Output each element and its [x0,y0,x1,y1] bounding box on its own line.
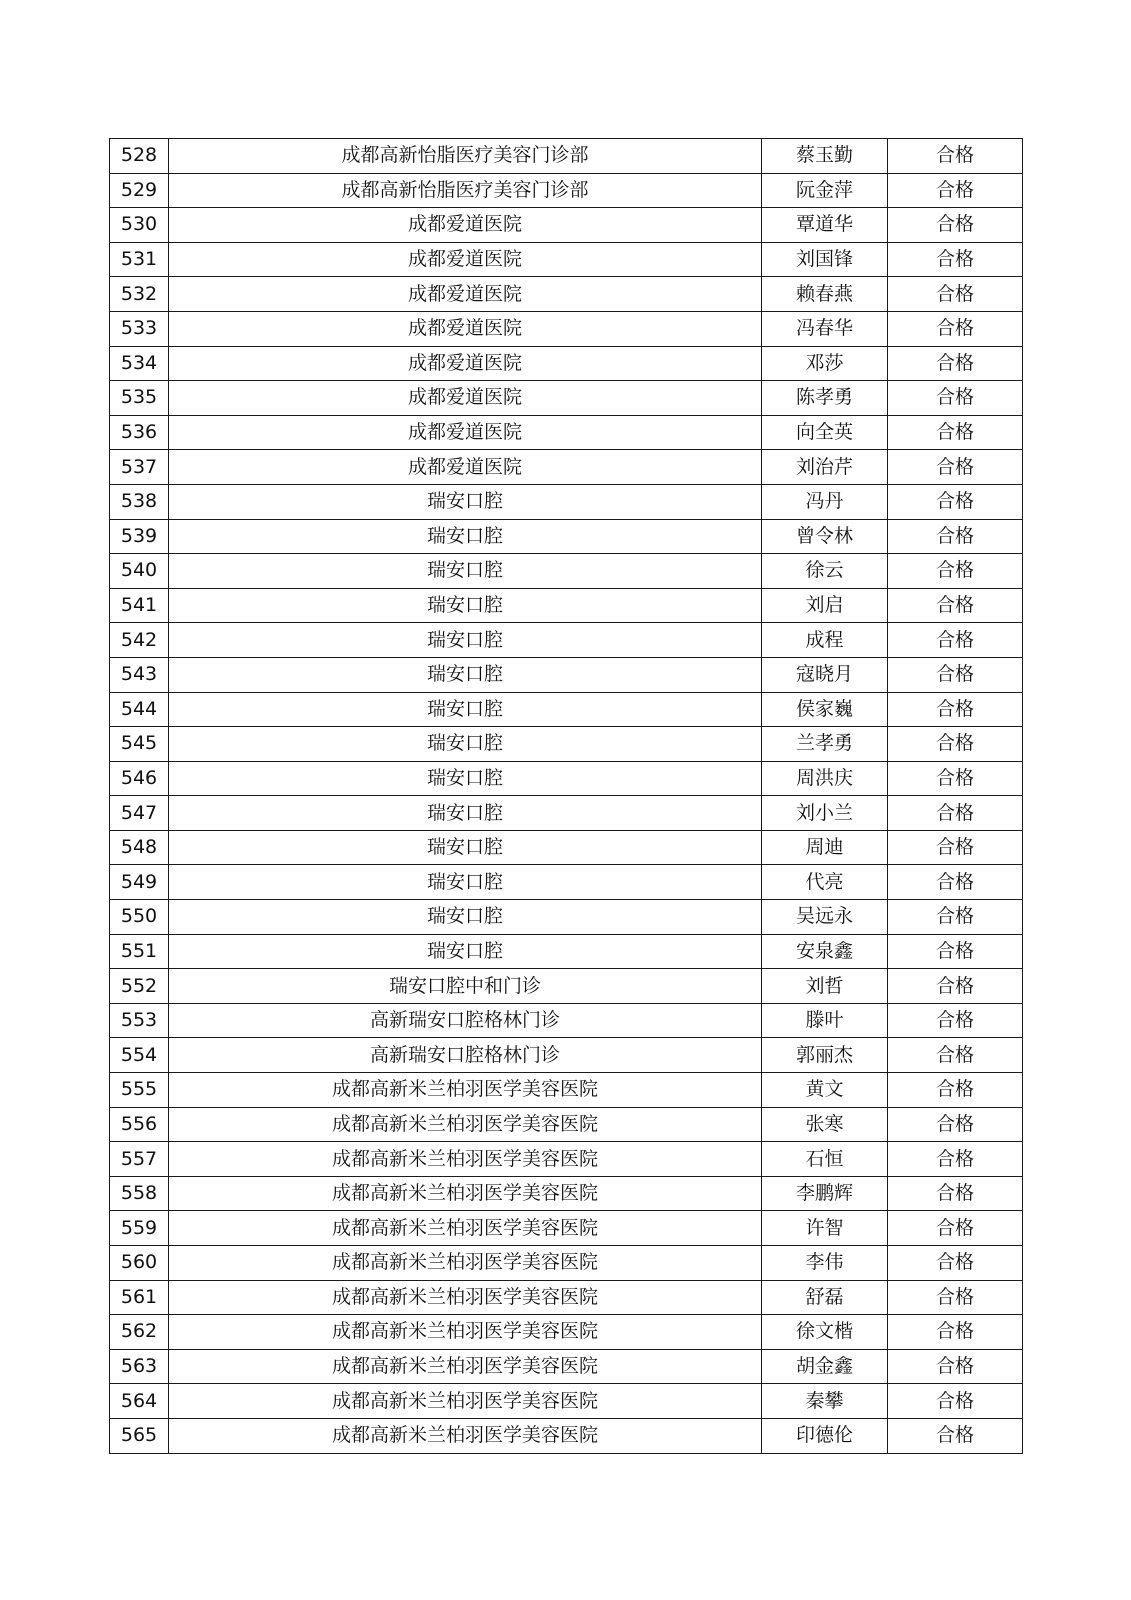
result-cell: 合格 [888,1176,1023,1211]
person-name-cell: 曾令林 [762,519,888,554]
result-cell: 合格 [888,1142,1023,1177]
organization-cell: 成都高新米兰柏羽医学美容医院 [169,1073,762,1108]
result-cell: 合格 [888,588,1023,623]
person-name-cell: 侯家巍 [762,692,888,727]
organization-cell: 成都爱道医院 [169,450,762,485]
organization-cell: 瑞安口腔 [169,554,762,589]
result-cell: 合格 [888,277,1023,312]
person-name-cell: 徐文楷 [762,1315,888,1350]
row-number-cell: 535 [110,381,169,416]
result-cell: 合格 [888,1246,1023,1281]
result-cell: 合格 [888,311,1023,346]
organization-cell: 成都高新米兰柏羽医学美容医院 [169,1211,762,1246]
organization-cell: 成都爱道医院 [169,311,762,346]
person-name-cell: 邓莎 [762,346,888,381]
result-cell: 合格 [888,900,1023,935]
organization-cell: 瑞安口腔 [169,865,762,900]
person-name-cell: 周洪庆 [762,761,888,796]
result-cell: 合格 [888,1211,1023,1246]
table-row [110,554,1023,589]
organization-cell: 瑞安口腔 [169,761,762,796]
row-number-cell: 553 [110,1003,169,1038]
person-name-cell: 安泉鑫 [762,934,888,969]
row-number-cell: 538 [110,484,169,519]
organization-cell: 成都爱道医院 [169,381,762,416]
row-number-cell: 531 [110,242,169,277]
result-cell: 合格 [888,934,1023,969]
result-cell: 合格 [888,1280,1023,1315]
table-row [110,727,1023,762]
table-row [110,900,1023,935]
table-row [110,415,1023,450]
row-number-cell: 544 [110,692,169,727]
row-number-cell: 549 [110,865,169,900]
person-name-cell: 胡金鑫 [762,1349,888,1384]
person-name-cell: 刘哲 [762,969,888,1004]
table-row [110,865,1023,900]
row-number-cell: 563 [110,1349,169,1384]
organization-cell: 瑞安口腔 [169,623,762,658]
person-name-cell: 石恒 [762,1142,888,1177]
table-row [110,277,1023,312]
result-cell: 合格 [888,1315,1023,1350]
person-name-cell: 许智 [762,1211,888,1246]
row-number-cell: 546 [110,761,169,796]
row-number-cell: 536 [110,415,169,450]
table-row [110,588,1023,623]
person-name-cell: 吴远永 [762,900,888,935]
row-number-cell: 562 [110,1315,169,1350]
table-row [110,969,1023,1004]
table-row [110,139,1023,174]
row-number-cell: 560 [110,1246,169,1281]
organization-cell: 成都爱道医院 [169,346,762,381]
organization-cell: 瑞安口腔 [169,519,762,554]
organization-cell: 成都爱道医院 [169,415,762,450]
result-cell: 合格 [888,796,1023,831]
row-number-cell: 541 [110,588,169,623]
table-row [110,346,1023,381]
organization-cell: 瑞安口腔 [169,934,762,969]
table-row [110,1003,1023,1038]
person-name-cell: 徐云 [762,554,888,589]
organization-cell: 成都高新米兰柏羽医学美容医院 [169,1246,762,1281]
result-cell: 合格 [888,1003,1023,1038]
result-cell: 合格 [888,450,1023,485]
row-number-cell: 564 [110,1384,169,1419]
row-number-cell: 558 [110,1176,169,1211]
row-number-cell: 528 [110,139,169,174]
row-number-cell: 530 [110,208,169,243]
row-number-cell: 540 [110,554,169,589]
organization-cell: 成都爱道医院 [169,208,762,243]
row-number-cell: 543 [110,657,169,692]
table-row [110,1073,1023,1108]
organization-cell: 成都高新米兰柏羽医学美容医院 [169,1384,762,1419]
result-cell: 合格 [888,623,1023,658]
result-cell: 合格 [888,657,1023,692]
organization-cell: 瑞安口腔 [169,796,762,831]
row-number-cell: 551 [110,934,169,969]
person-name-cell: 兰孝勇 [762,727,888,762]
result-cell: 合格 [888,1073,1023,1108]
table-row [110,1211,1023,1246]
table-row [110,484,1023,519]
result-cell: 合格 [888,242,1023,277]
person-name-cell: 滕叶 [762,1003,888,1038]
result-cell: 合格 [888,554,1023,589]
table-row [110,519,1023,554]
row-number-cell: 557 [110,1142,169,1177]
result-cell: 合格 [888,1349,1023,1384]
table-row [110,1176,1023,1211]
person-name-cell: 陈孝勇 [762,381,888,416]
table-row [110,761,1023,796]
table-row [110,934,1023,969]
table-row [110,830,1023,865]
organization-cell: 瑞安口腔 [169,830,762,865]
organization-cell: 成都高新米兰柏羽医学美容医院 [169,1142,762,1177]
result-cell: 合格 [888,139,1023,174]
organization-cell: 瑞安口腔 [169,588,762,623]
organization-cell: 瑞安口腔 [169,657,762,692]
row-number-cell: 534 [110,346,169,381]
person-name-cell: 秦攀 [762,1384,888,1419]
table-row [110,1280,1023,1315]
table-row [110,1418,1023,1453]
organization-cell: 瑞安口腔 [169,900,762,935]
result-cell: 合格 [888,969,1023,1004]
table-row [110,173,1023,208]
result-cell: 合格 [888,519,1023,554]
result-cell: 合格 [888,208,1023,243]
person-name-cell: 张寒 [762,1107,888,1142]
row-number-cell: 547 [110,796,169,831]
row-number-cell: 542 [110,623,169,658]
person-name-cell: 刘国锋 [762,242,888,277]
person-name-cell: 刘启 [762,588,888,623]
row-number-cell: 565 [110,1418,169,1453]
person-name-cell: 蔡玉勤 [762,139,888,174]
table-row [110,1038,1023,1073]
row-number-cell: 561 [110,1280,169,1315]
organization-cell: 瑞安口腔 [169,484,762,519]
result-cell: 合格 [888,415,1023,450]
result-cell: 合格 [888,1107,1023,1142]
person-name-cell: 舒磊 [762,1280,888,1315]
organization-cell: 高新瑞安口腔格林门诊 [169,1038,762,1073]
table-row [110,1246,1023,1281]
result-cell: 合格 [888,1384,1023,1419]
table-row [110,1384,1023,1419]
organization-cell: 成都爱道医院 [169,277,762,312]
results-table-body [110,139,1023,1454]
table-row [110,692,1023,727]
table-row [110,1142,1023,1177]
result-cell: 合格 [888,1038,1023,1073]
person-name-cell: 郭丽杰 [762,1038,888,1073]
person-name-cell: 代亮 [762,865,888,900]
person-name-cell: 赖春燕 [762,277,888,312]
table-row [110,242,1023,277]
row-number-cell: 555 [110,1073,169,1108]
row-number-cell: 550 [110,900,169,935]
row-number-cell: 539 [110,519,169,554]
row-number-cell: 554 [110,1038,169,1073]
results-table [109,138,1023,1454]
result-cell: 合格 [888,346,1023,381]
result-cell: 合格 [888,692,1023,727]
person-name-cell: 刘治芹 [762,450,888,485]
row-number-cell: 532 [110,277,169,312]
row-number-cell: 529 [110,173,169,208]
row-number-cell: 552 [110,969,169,1004]
organization-cell: 成都高新怡脂医疗美容门诊部 [169,139,762,174]
person-name-cell: 刘小兰 [762,796,888,831]
row-number-cell: 533 [110,311,169,346]
result-cell: 合格 [888,484,1023,519]
person-name-cell: 阮金萍 [762,173,888,208]
table-row [110,1315,1023,1350]
row-number-cell: 548 [110,830,169,865]
organization-cell: 瑞安口腔 [169,692,762,727]
table-row [110,208,1023,243]
organization-cell: 成都高新米兰柏羽医学美容医院 [169,1418,762,1453]
table-row [110,450,1023,485]
table-row [110,381,1023,416]
table-row [110,623,1023,658]
person-name-cell: 寇晓月 [762,657,888,692]
table-row [110,1107,1023,1142]
organization-cell: 高新瑞安口腔格林门诊 [169,1003,762,1038]
table-row [110,311,1023,346]
person-name-cell: 冯春华 [762,311,888,346]
result-cell: 合格 [888,761,1023,796]
row-number-cell: 556 [110,1107,169,1142]
organization-cell: 成都高新米兰柏羽医学美容医院 [169,1315,762,1350]
organization-cell: 成都高新米兰柏羽医学美容医院 [169,1107,762,1142]
person-name-cell: 印德伦 [762,1418,888,1453]
organization-cell: 成都高新米兰柏羽医学美容医院 [169,1349,762,1384]
table-row [110,1349,1023,1384]
person-name-cell: 向全英 [762,415,888,450]
result-cell: 合格 [888,865,1023,900]
result-cell: 合格 [888,1418,1023,1453]
person-name-cell: 成程 [762,623,888,658]
table-row [110,657,1023,692]
person-name-cell: 李鹏辉 [762,1176,888,1211]
person-name-cell: 冯丹 [762,484,888,519]
result-cell: 合格 [888,173,1023,208]
result-cell: 合格 [888,830,1023,865]
row-number-cell: 537 [110,450,169,485]
person-name-cell: 黄文 [762,1073,888,1108]
row-number-cell: 559 [110,1211,169,1246]
person-name-cell: 李伟 [762,1246,888,1281]
person-name-cell: 覃道华 [762,208,888,243]
table-row [110,796,1023,831]
organization-cell: 瑞安口腔中和门诊 [169,969,762,1004]
result-cell: 合格 [888,727,1023,762]
organization-cell: 成都高新怡脂医疗美容门诊部 [169,173,762,208]
organization-cell: 瑞安口腔 [169,727,762,762]
organization-cell: 成都高新米兰柏羽医学美容医院 [169,1280,762,1315]
organization-cell: 成都高新米兰柏羽医学美容医院 [169,1176,762,1211]
person-name-cell: 周迪 [762,830,888,865]
organization-cell: 成都爱道医院 [169,242,762,277]
row-number-cell: 545 [110,727,169,762]
result-cell: 合格 [888,381,1023,416]
